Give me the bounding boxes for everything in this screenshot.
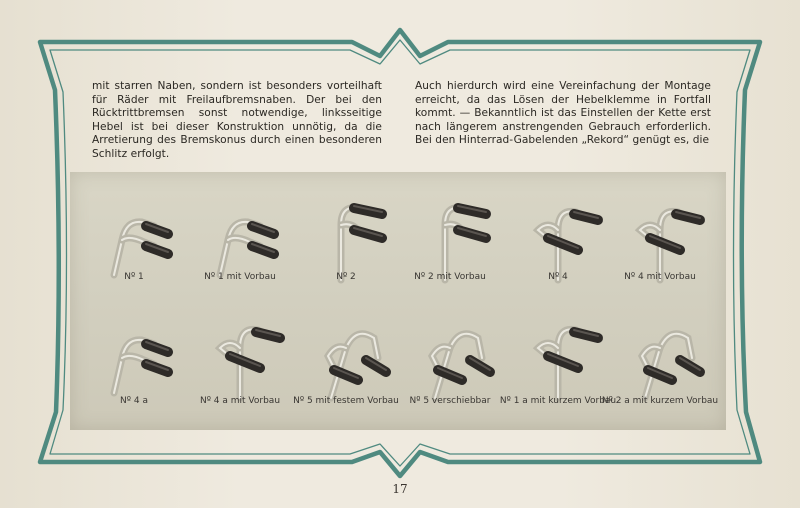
catalog-item <box>499 308 617 428</box>
body-text-left: mit starren Naben, sondern ist besonders vorteilhaft für Räder mit Freilaufbremsnaben. Der bei den Rücktrittbremsen sonst notwendige, linksseitige Hebel ist bei dieser Konstruktion unnötig, da die Arretierung des Bremskonus durch einen besonderen Schlitz erfolgt. <box>92 80 382 160</box>
catalog-item <box>84 190 184 310</box>
catalog-item <box>508 190 608 310</box>
catalog-item-caption: Nº 2 <box>336 272 356 282</box>
catalog-item-caption: Nº 1 <box>124 272 144 282</box>
catalog-item-caption: Nº 4 a mit Vorbau <box>199 396 281 406</box>
handlebar-stem-image <box>190 308 290 408</box>
catalog-item-caption: Nº 4 <box>548 272 568 282</box>
catalog-item <box>296 190 396 310</box>
catalog-item <box>293 308 399 428</box>
catalog-item <box>190 308 290 428</box>
catalog-item-caption: Nº 4 a <box>120 396 148 406</box>
catalog-item <box>610 190 710 310</box>
product-photo-plate <box>70 172 726 430</box>
catalog-item-caption: Nº 1 mit Vorbau <box>204 272 276 282</box>
catalog-item-caption: Nº 5 verschiebbar <box>409 396 491 406</box>
catalog-item <box>601 308 719 428</box>
catalog-item <box>400 308 500 428</box>
handlebar-stem-image <box>508 308 608 408</box>
handlebar-stem-image <box>84 308 184 408</box>
catalog-item-caption: Nº 4 mit Vorbau <box>624 272 696 282</box>
body-text-right: Auch hierdurch wird eine Vereinfachung der Montage erreicht, da das Lösen der Hebelklemme in Fortfall kommt. — Bekanntlich ist das Einstellen der Kette erst nach längerem anstrengenden Gebrauch erforderlich. Bei den Hinterrad-Gabelenden „Rekord“ genügt es, die <box>415 80 711 147</box>
handlebar-stem-image <box>610 308 710 408</box>
catalog-item-caption: Nº 5 mit festem Vorbau <box>293 396 399 406</box>
page-number: 17 <box>392 482 408 496</box>
handlebar-stem-image <box>296 308 396 408</box>
catalog-item <box>400 190 500 310</box>
catalog-item-caption: Nº 1 a mit kurzem Vorbau <box>499 396 617 406</box>
catalog-item-caption: Nº 2 a mit kurzem Vorbau <box>601 396 719 406</box>
handlebar-stem-image <box>400 308 500 408</box>
catalog-item <box>84 308 184 428</box>
catalog-item <box>190 190 290 310</box>
catalog-item-caption: Nº 2 mit Vorbau <box>414 272 486 282</box>
